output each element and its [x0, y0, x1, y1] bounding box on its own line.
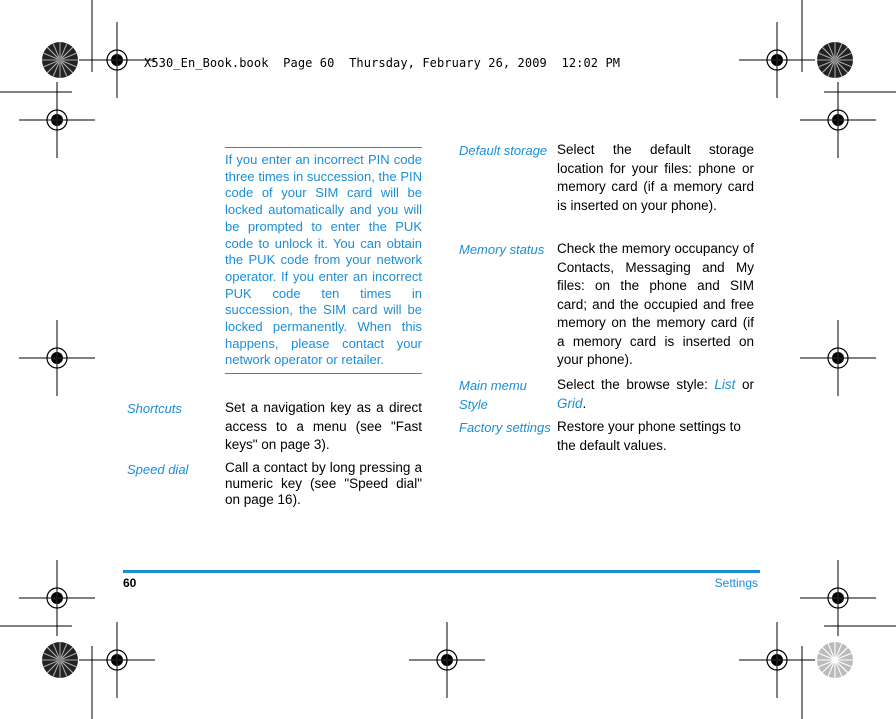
- option-list: List: [714, 377, 736, 392]
- desc-memory-status: Check the memory occupancy of Contacts, Messaging and My files: on the phone and SIM card; and the occupied and free memory on the memory card (if a memory card is inserted on your phone).: [557, 241, 754, 367]
- term-default-storage: Default storage: [459, 143, 548, 158]
- option-grid: Grid: [557, 395, 583, 411]
- desc-main-menu-style: [557, 376, 754, 413]
- term-memory-status: Memory status: [459, 242, 545, 257]
- footer-section-title: Settings: [714, 576, 758, 590]
- footer-rule: [123, 570, 760, 573]
- browse-style-end: .: [582, 395, 587, 411]
- desc-factory-settings: Restore your phone settings to the default values.: [557, 419, 741, 453]
- browse-style-or: or: [741, 377, 754, 392]
- desc-default-storage: Select the default storage location for your files: phone or memory card (if a memory card is inserted on your phone).: [557, 142, 754, 213]
- term-main-menu-style: Main memu Style: [459, 378, 527, 412]
- pin-warning-note: If you enter an incorrect PIN code three times in succession, the PIN code of your SIM card will be locked automatically and you will be prompted to enter the PUK code to unlock it. You can obtain the PUK code from your network operator. If you enter an incorrect PUK code ten times in succession, the SIM card will be locked permanently. When this happens, please contact your network operator or retailer.: [225, 147, 422, 374]
- desc-shortcuts: Set a navigation key as a direct access to a menu (see "Fast keys" on page 3).: [225, 400, 422, 452]
- term-factory-settings: Factory settings: [459, 420, 551, 435]
- browse-style-prefix: Select the browse style:: [557, 377, 708, 392]
- desc-speed-dial: Call a contact by long pressing a numeric key (see "Speed dial" on page 16).: [225, 460, 422, 507]
- page-number: 60: [123, 576, 137, 590]
- book-header-line: X530_En_Book.book Page 60 Thursday, February 26, 2009 12:02 PM: [144, 56, 621, 70]
- term-shortcuts: Shortcuts: [127, 401, 182, 416]
- term-speed-dial: Speed dial: [127, 462, 189, 477]
